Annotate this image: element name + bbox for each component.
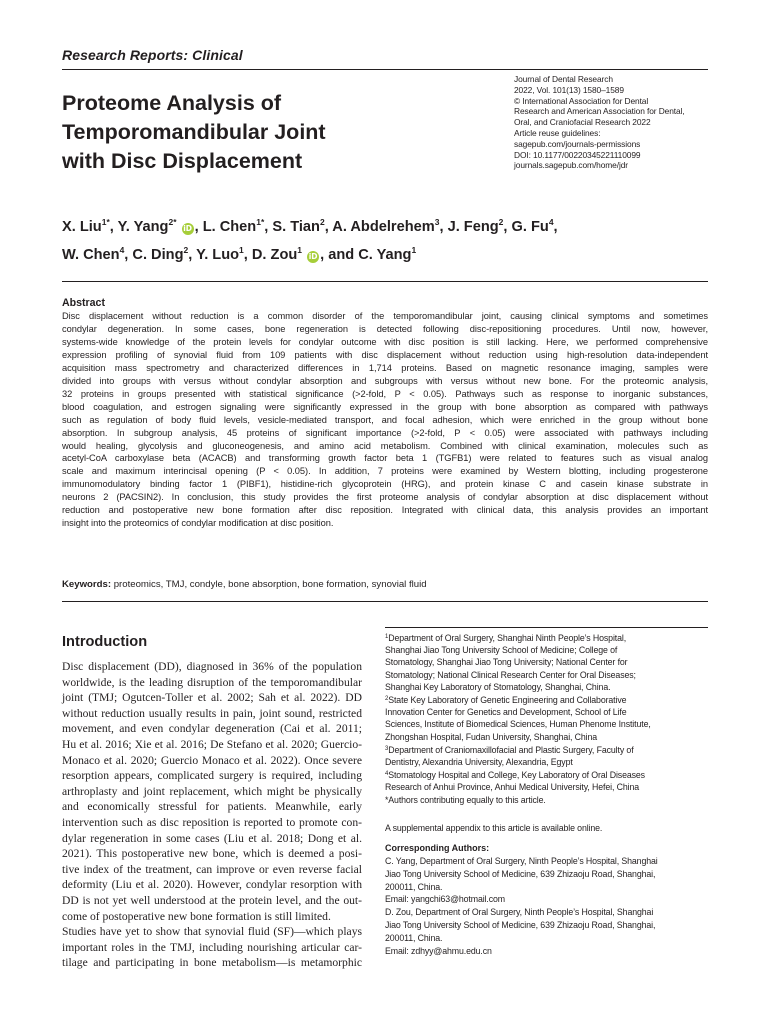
abstract-line: blood coagulation, and estrogen signaling were significantly expressed in the group with bone absorption as compared with pathways: [62, 401, 708, 412]
introduction-line: Monaco et al. 2020; Guercio Monaco et al. 2022). Once severe: [62, 753, 362, 767]
corresponding-line: 200011, China.: [385, 881, 443, 892]
author-affiliation-mark: 4: [548, 217, 554, 227]
introduction-line: worldwide, is the leading disruption of the temporomandibular: [62, 675, 362, 689]
affiliation-line: [385, 693, 710, 706]
author-affiliation-mark: 1*: [101, 217, 110, 227]
journal-info-line: © International Association for Dental: [514, 95, 649, 106]
author-name: D. Zou: [251, 247, 298, 263]
abstract-line: neurons 2 (PACSIN2). In conclusion, this study provides the first proteome analysis of condylar absorption at disc displacement without: [62, 492, 708, 503]
abstract-line: absorption. In subgroup analysis, 45 proteins of significant importance (>2-fold, P < 0.05) were associated with pathways including: [62, 427, 708, 438]
corresponding-line: D. Zou, Department of Oral Surgery, Ninth People’s Hospital, Shanghai: [385, 907, 654, 918]
introduction-body: [62, 659, 362, 971]
journal-info-line: Oral, and Craniofacial Research 2022: [514, 117, 651, 128]
affiliation-text: Research of Anhui Province, Anhui Medical University, Hefei, China: [385, 782, 639, 793]
abstract-line: reduction and postoperative new bone formation after disc reposition. Integrated with clinical data, this analysis provides an important: [62, 505, 708, 516]
affiliation-line: [385, 656, 710, 668]
author-affiliation-mark: 4: [119, 245, 125, 255]
author-separator: ,: [243, 247, 252, 263]
keywords-text: proteomics, TMJ, condyle, bone absorption, bone formation, synovial fluid: [111, 579, 427, 590]
abstract-line: such as regulation of body fluid levels, vesicle-mediated transport, and focal adhesion, which were enriched in the group without bone: [62, 414, 708, 425]
corresponding-line: Jiao Tong University School of Medicine, 639 Zhizaoju Road, Shanghai,: [385, 868, 656, 879]
introduction-line: tilage and participating in bone metabolism—is metamorphic: [62, 956, 362, 970]
author-line: [62, 211, 712, 239]
affiliation-text: Zhongshan Hospital, Fudan University, Shanghai, China: [385, 731, 598, 742]
section-label: Research Reports: Clinical: [62, 47, 243, 63]
corresponding-line: Jiao Tong University School of Medicine, 639 Zhizaoju Road, Shanghai,: [385, 919, 656, 930]
affiliation-text: Stomatology Hospital and College, Key Laboratory of Oral Diseases: [388, 770, 645, 781]
corresponding-line: 200011, China.: [385, 932, 443, 943]
affiliation-text: Innovation Center for Genetics and Development, School of Life: [385, 707, 627, 718]
introduction-line: come of postoperative new bone formation is still limited.: [62, 909, 331, 923]
introduction-line: Disc displacement (DD), diagnosed in 36% of the population: [62, 660, 362, 673]
author-name: W. Chen: [62, 247, 120, 263]
title-line: Proteome Analysis of: [62, 91, 282, 115]
orcid-icon[interactable]: iD: [308, 252, 318, 261]
affiliations-rule: [385, 627, 708, 628]
affiliation-mark: 4: [385, 771, 389, 778]
abstract-line: Disc displacement without reduction is a common disorder of the temporomandibular joint, causing clinical symptoms and sometimes: [62, 311, 708, 321]
journal-info-link[interactable]: sagepub.com/journals-permissions: [514, 138, 641, 149]
author-name: S. Tian: [272, 219, 320, 235]
abstract-line: 32 proteins in groups presented with statistical significance (>2-fold, P < 0.05). Pathways such as response to inorganic substances,: [62, 388, 708, 399]
affiliation-line: [385, 731, 710, 743]
abstract-line: systems-wide knowledge of the protein levels for condylar outcome with disc position is still lacking. Here, we performed comprehensive: [62, 336, 708, 347]
journal-info-line: Research and American Association for Dental,: [514, 106, 685, 117]
journal-info: [514, 74, 714, 171]
header-rule: [62, 69, 708, 70]
affiliation-line: [385, 768, 710, 781]
introduction-line: joint (TMJ; Ogutcen-Toller et al. 2002; Sah et al. 2022). DD: [62, 691, 362, 705]
introduction-line: and economically stressful for patients. Meanwhile, early: [62, 800, 362, 814]
affiliations: [385, 631, 710, 806]
abstract-rule: [62, 281, 708, 282]
author-affiliation-mark: 1: [411, 245, 417, 255]
author-separator: ,: [124, 247, 133, 263]
author-separator: ,: [324, 219, 333, 235]
affiliation-line: [385, 756, 710, 768]
corresponding-heading: Corresponding Authors:: [385, 843, 490, 853]
affiliation-line: [385, 718, 710, 730]
affiliation-mark: 2: [385, 696, 389, 703]
affiliation-line: [385, 644, 710, 656]
affiliation-text: Sciences, Institute of Biomedical Sciences, Human Phenome Institute,: [385, 719, 651, 730]
affiliation-line: [385, 631, 710, 644]
author-name: C. Yang: [358, 247, 412, 263]
affiliation-line: [385, 743, 710, 756]
affiliation-line: [385, 706, 710, 718]
affiliation-mark: 3: [385, 745, 389, 752]
affiliation-line: [385, 794, 710, 806]
journal-info-line: 2022, Vol. 101(13) 1580–1589: [514, 84, 624, 95]
affiliation-line: [385, 781, 710, 793]
introduction-line: DD is not yet well understood at the protein level, and the out-: [62, 893, 362, 907]
abstract-body: [62, 310, 708, 530]
keywords-rule: [62, 601, 708, 602]
author-separator: ,: [553, 219, 558, 235]
author-name: A. Abdelrehem: [332, 219, 435, 235]
author-name: Y. Luo: [196, 247, 240, 263]
introduction-line: Hu et al. 2016; Xie et al. 2016; De Stefano et al. 2020; Guercio-: [62, 737, 362, 751]
introduction-line: deformity (Liu et al. 2020). However, condylar resorption with: [62, 878, 362, 892]
journal-info-line: Article reuse guidelines:: [514, 127, 601, 138]
author-affiliation-mark: 2: [498, 217, 504, 227]
author-affiliation-mark: 3: [434, 217, 440, 227]
abstract-line: scale and maximum interincisal opening (P < 0.05). In addition, 7 proteins were examined by Western blotting, including progesterone: [62, 466, 708, 477]
orcid-icon[interactable]: iD: [183, 224, 192, 233]
introduction-line: Studies have yet to show that synovial fluid (SF)—which plays: [62, 925, 362, 939]
journal-info-doi[interactable]: DOI: 10.1177/00220345221110099: [514, 149, 641, 160]
supplemental-note: A supplemental appendix to this article is available online.: [385, 823, 603, 833]
author-name: L. Chen: [202, 219, 257, 235]
abstract-line: immunomodulatory binding factor 1 (PIBF1), histidine-rich glycoprotein (HRG), and protein kinase C and casein kinase substrate in: [62, 479, 708, 490]
affiliation-text: Stomatology; National Clinical Research Center for Oral Diseases;: [385, 669, 636, 680]
author-name: X. Liu: [62, 219, 102, 235]
affiliation-text: Department of Oral Surgery, Shanghai Ninth People’s Hospital,: [388, 633, 627, 643]
abstract-line: expression profiling of synovial fluid from 109 patients with disc displacement without reduction using high-resolution data-independent: [62, 349, 708, 360]
introduction-line: intervention such as disc reposition is reported to promote con-: [62, 815, 362, 829]
affiliation-line: [385, 681, 710, 693]
author-name: C. Ding: [132, 247, 184, 263]
journal-info-line: Journal of Dental Research: [514, 74, 613, 84]
author-separator: ,: [503, 219, 512, 235]
author-name: Y. Yang: [117, 219, 169, 235]
abstract-line: acetyl-CoA carboxylase beta (ACACB) and transforming growth factor beta 1 (TGFB1) were related to features such as visual analog: [62, 453, 708, 464]
affiliation-text: Dentistry, Alexandria University, Alexandria, Egypt: [385, 757, 573, 768]
corresponding-authors: [385, 855, 710, 957]
author-affiliation-mark: 1: [239, 245, 244, 255]
abstract-line: divided into groups with versus without condylar absorption and subgroups with versus without new bone. For the proteomic analysis,: [62, 375, 708, 386]
author-affiliation-mark: 2*: [168, 217, 177, 227]
abstract-line: insight into the proteomics of condylar modification at disc position.: [62, 518, 334, 529]
author-separator: ,: [439, 219, 448, 235]
introduction-heading: Introduction: [62, 634, 148, 650]
author-separator: ,: [188, 247, 197, 263]
abstract-line: acquisition mass spectrometry and characterized differences in 1,714 proteins. Based on magnetic resonance imaging, samples were: [62, 362, 708, 373]
author-name: J. Feng: [447, 219, 499, 235]
article-title: [62, 89, 482, 176]
affiliation-line: [385, 669, 710, 681]
author-affiliation-mark: 2: [183, 245, 189, 255]
introduction-line: resorption appears, complicated surgery is required, including: [62, 769, 362, 783]
abstract-line: would healing, glycolysis and gluconeogenesis, and amino acid metabolism. Combined with clinical examination, molecules such as: [62, 440, 708, 451]
introduction-line: tive index of the treatment, can improve or even reverse facial: [62, 862, 362, 876]
introduction-line: important roles in the TMJ, including nourishing articular car-: [62, 940, 362, 954]
affiliation-text: *Authors contributing equally to this article.: [385, 794, 546, 805]
author-list: [62, 211, 712, 267]
author-separator: ,: [264, 219, 273, 235]
introduction-line: arthroplasty and joint replacement, which might be physically: [62, 784, 362, 798]
title-line: with Disc Displacement: [62, 149, 303, 173]
affiliation-text: Shanghai Key Laboratory of Stomatology, Shanghai, China.: [385, 681, 611, 692]
journal-info-link[interactable]: journals.sagepub.com/home/jdr: [514, 160, 628, 171]
affiliation-text: Shanghai Jiao Tong University School of Medicine; College of: [385, 645, 618, 656]
keywords: [62, 579, 427, 590]
keywords-label: Keywords:: [62, 579, 112, 590]
corresponding-email[interactable]: Email: yangchi63@hotmail.com: [385, 894, 505, 905]
introduction-line: 2021). This postoperative new bone, which is deemed a posi-: [62, 847, 362, 861]
corresponding-line: C. Yang, Department of Oral Surgery, Ninth People’s Hospital, Shanghai: [385, 856, 658, 866]
author-affiliation-mark: 1: [297, 245, 303, 255]
author-affiliation-mark: 2: [319, 217, 325, 227]
affiliation-text: State Key Laboratory of Genetic Engineering and Collaborative: [388, 695, 627, 706]
affiliation-text: Department of Craniomaxillofacial and Plastic Surgery, Faculty of: [388, 744, 634, 755]
abstract-heading: Abstract: [62, 297, 105, 309]
author-separator: ,: [194, 219, 203, 235]
author-separator: ,: [109, 219, 118, 235]
author-line: [62, 239, 712, 267]
introduction-line: dylar regeneration in some cases (Liu et al. 2018; Dong et al.: [62, 831, 362, 845]
introduction-line: without reduction usually results in pain, joint sound, restricted: [62, 706, 362, 720]
title-line: Temporomandibular Joint: [62, 120, 326, 144]
introduction-line: movement, and even condylar degeneration (Cai et al. 2011;: [62, 722, 362, 736]
author-affiliation-mark: 1*: [256, 217, 265, 227]
abstract-line: condylar degeneration. In some cases, bone regeneration is detected following disc-repositioning procedures. Until now, however,: [62, 323, 708, 334]
author-name: G. Fu: [511, 219, 549, 235]
affiliation-text: Stomatology, Shanghai Jiao Tong University; National Center for: [385, 657, 628, 668]
author-separator: , and: [320, 247, 359, 263]
affiliation-mark: 1: [385, 634, 389, 640]
corresponding-email[interactable]: Email: zdhyy@ahmu.edu.cn: [385, 945, 492, 956]
